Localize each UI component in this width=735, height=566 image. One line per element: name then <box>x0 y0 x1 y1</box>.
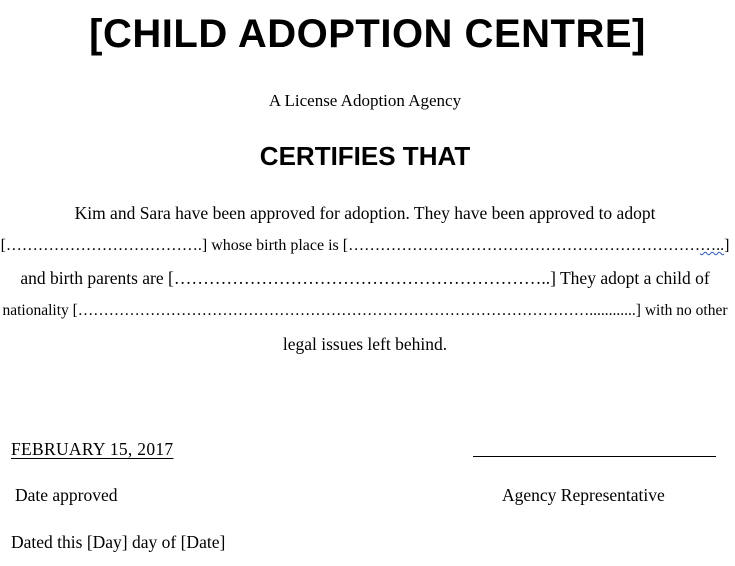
spellcheck-squiggle: ….. <box>700 237 725 254</box>
body-line-2-text: [……………………………….] whose birth place is [………………………………………………………… <box>0 237 701 254</box>
date-approved-label: Date approved <box>15 485 118 505</box>
body-line-5: legal issues left behind. <box>282 334 448 354</box>
body-line-2-end: ] <box>724 237 730 254</box>
body-line-3: and birth parents are [………………………………………………………..] They adopt a child of <box>20 268 710 288</box>
certifies-heading: CERTIFIES THAT <box>259 141 471 171</box>
body-line-4: nationality [………………………………………………………………………………………............] with no other <box>2 302 728 319</box>
body-line-1: Kim and Sara have been approved for adoption. They have been approved to adopt <box>74 203 656 223</box>
approval-date: FEBRUARY 15, 2017 <box>11 439 174 459</box>
agency-subtitle: A License Adoption Agency <box>268 91 462 110</box>
signature-line <box>473 456 716 457</box>
certificate-title: [CHILD ADOPTION CENTRE] <box>89 12 646 56</box>
body-line-2 <box>0 235 730 257</box>
dated-this-line: Dated this [Day] day of [Date] <box>11 532 226 552</box>
agency-representative-label: Agency Representative <box>502 485 665 505</box>
